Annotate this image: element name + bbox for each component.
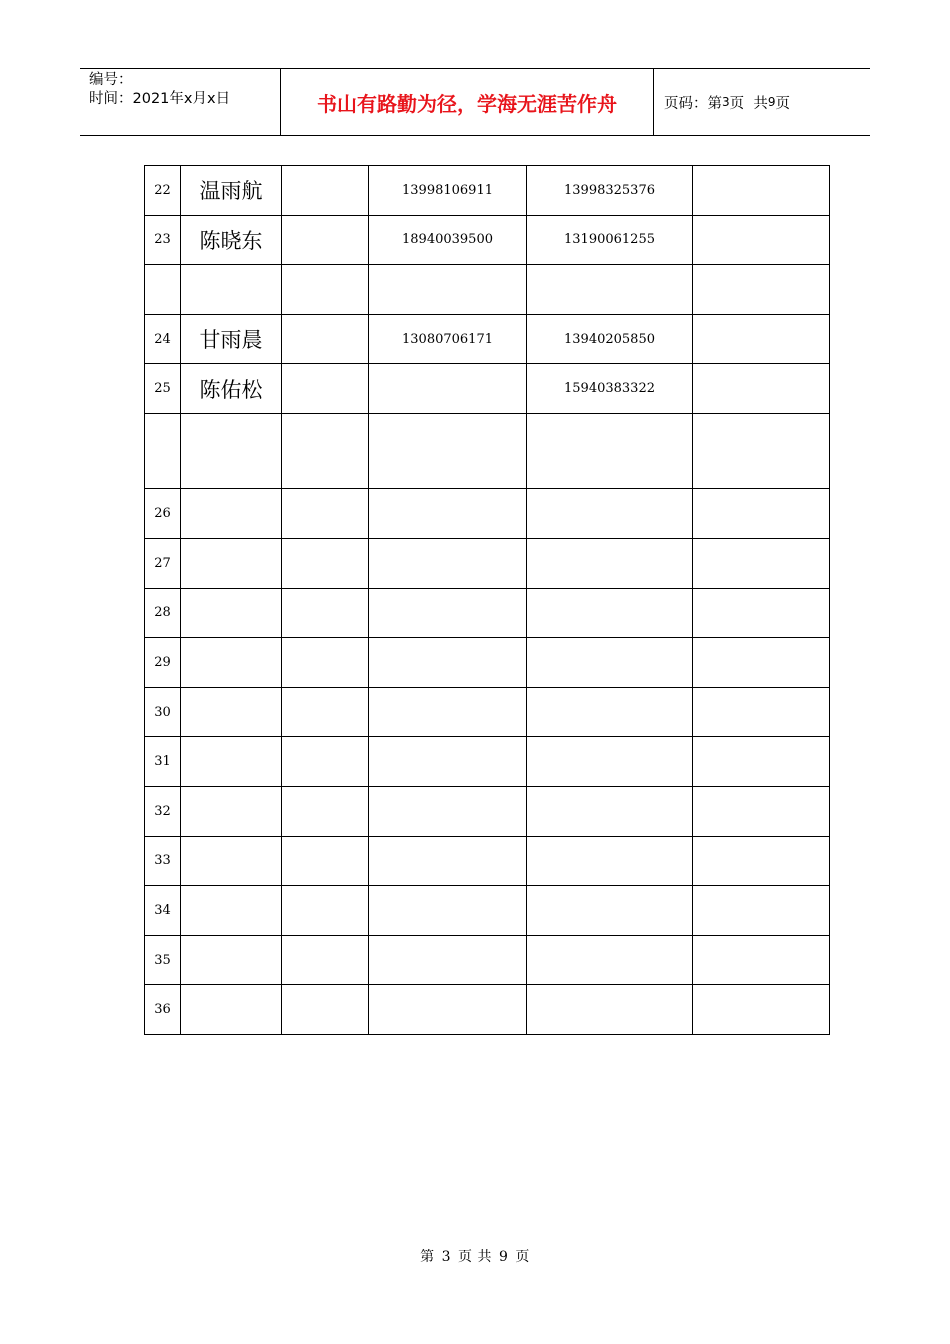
row-phone-2: 13190061255 <box>527 215 693 265</box>
row-name <box>181 836 282 886</box>
row-blank-cell <box>282 836 369 886</box>
table-row <box>145 314 830 364</box>
row-name <box>181 539 282 589</box>
row-name <box>181 687 282 737</box>
row-blank-cell <box>282 265 369 315</box>
row-number: 22 <box>145 166 181 216</box>
roster-body <box>145 166 830 1035</box>
row-phone-1 <box>369 836 527 886</box>
row-blank-cell <box>282 364 369 414</box>
row-note-cell <box>693 787 830 837</box>
table-row <box>145 588 830 638</box>
row-name <box>181 413 282 489</box>
row-phone-1 <box>369 737 527 787</box>
row-blank-cell <box>282 413 369 489</box>
row-blank-cell <box>282 985 369 1035</box>
row-note-cell <box>693 588 830 638</box>
row-name <box>181 886 282 936</box>
row-phone-2: 15940383322 <box>527 364 693 414</box>
table-row <box>145 364 830 414</box>
row-blank-cell <box>282 588 369 638</box>
serial-label: 编号： <box>89 72 133 88</box>
footer-current: 3 <box>441 1249 452 1265</box>
row-phone-1 <box>369 787 527 837</box>
row-note-cell <box>693 413 830 489</box>
row-phone-1 <box>369 935 527 985</box>
row-number <box>145 413 181 489</box>
row-blank-cell <box>282 539 369 589</box>
table-row <box>145 737 830 787</box>
row-phone-1 <box>369 588 527 638</box>
row-note-cell <box>693 638 830 688</box>
row-blank-cell <box>282 166 369 216</box>
row-note-cell <box>693 836 830 886</box>
row-note-cell <box>693 687 830 737</box>
footer-prefix: 第 <box>420 1249 435 1265</box>
date-label: 时间：2021年x月x日 <box>89 91 231 107</box>
page-suffix: 页 <box>775 95 790 112</box>
row-phone-2 <box>527 787 693 837</box>
row-number: 32 <box>145 787 181 837</box>
row-phone-1 <box>369 265 527 315</box>
row-note-cell <box>693 935 830 985</box>
row-phone-2 <box>527 413 693 489</box>
table-row <box>145 687 830 737</box>
row-number: 27 <box>145 539 181 589</box>
row-name <box>181 787 282 837</box>
table-row <box>145 985 830 1035</box>
row-phone-1: 13998106911 <box>369 166 527 216</box>
row-blank-cell <box>282 935 369 985</box>
row-number: 26 <box>145 489 181 539</box>
row-blank-cell <box>282 489 369 539</box>
row-note-cell <box>693 737 830 787</box>
row-name: 温雨航 <box>181 166 282 216</box>
row-phone-2 <box>527 737 693 787</box>
header-motto: 书山有路勤为径，学海无涯苦作舟 <box>281 69 654 135</box>
row-name <box>181 985 282 1035</box>
row-phone-1 <box>369 886 527 936</box>
row-phone-2 <box>527 687 693 737</box>
row-phone-1 <box>369 638 527 688</box>
row-name <box>181 935 282 985</box>
row-name: 陈佑松 <box>181 364 282 414</box>
row-number: 34 <box>145 886 181 936</box>
row-phone-2 <box>527 489 693 539</box>
row-name <box>181 737 282 787</box>
footer-total: 9 <box>498 1249 509 1265</box>
page-header <box>80 68 870 136</box>
table-row <box>145 413 830 489</box>
row-phone-2: 13940205850 <box>527 314 693 364</box>
row-number <box>145 265 181 315</box>
page-footer <box>0 1246 950 1266</box>
table-row <box>145 836 830 886</box>
row-phone-2 <box>527 265 693 315</box>
row-number: 30 <box>145 687 181 737</box>
row-blank-cell <box>282 886 369 936</box>
row-note-cell <box>693 489 830 539</box>
row-phone-2 <box>527 985 693 1035</box>
row-phone-1 <box>369 364 527 414</box>
row-number: 28 <box>145 588 181 638</box>
row-name: 甘雨晨 <box>181 314 282 364</box>
row-phone-2 <box>527 836 693 886</box>
row-note-cell <box>693 166 830 216</box>
row-blank-cell <box>282 638 369 688</box>
table-row <box>145 166 830 216</box>
header-page-number <box>654 69 870 135</box>
table-row <box>145 539 830 589</box>
row-note-cell <box>693 539 830 589</box>
row-name <box>181 638 282 688</box>
row-note-cell <box>693 985 830 1035</box>
row-number: 25 <box>145 364 181 414</box>
row-phone-2 <box>527 886 693 936</box>
row-number: 33 <box>145 836 181 886</box>
table-row <box>145 215 830 265</box>
table-row <box>145 935 830 985</box>
row-phone-1 <box>369 985 527 1035</box>
row-name <box>181 265 282 315</box>
table-row <box>145 489 830 539</box>
row-blank-cell <box>282 314 369 364</box>
row-phone-2 <box>527 539 693 589</box>
row-blank-cell <box>282 737 369 787</box>
row-phone-2: 13998325376 <box>527 166 693 216</box>
row-blank-cell <box>282 687 369 737</box>
row-number: 23 <box>145 215 181 265</box>
row-blank-cell <box>282 215 369 265</box>
header-meta <box>80 69 281 135</box>
row-name <box>181 588 282 638</box>
roster-table <box>144 165 830 1035</box>
row-blank-cell <box>282 787 369 837</box>
row-phone-2 <box>527 588 693 638</box>
table-row <box>145 886 830 936</box>
row-phone-2 <box>527 935 693 985</box>
page-prefix: 页码：第 <box>664 95 722 112</box>
row-phone-1: 13080706171 <box>369 314 527 364</box>
table-row <box>145 638 830 688</box>
row-number: 29 <box>145 638 181 688</box>
row-phone-1 <box>369 413 527 489</box>
row-phone-2 <box>527 638 693 688</box>
row-number: 24 <box>145 314 181 364</box>
page-current: 3 <box>722 95 730 109</box>
row-name <box>181 489 282 539</box>
row-note-cell <box>693 265 830 315</box>
row-note-cell <box>693 886 830 936</box>
row-note-cell <box>693 314 830 364</box>
row-phone-1: 18940039500 <box>369 215 527 265</box>
row-phone-1 <box>369 489 527 539</box>
row-phone-1 <box>369 687 527 737</box>
page-mid: 页 共 <box>729 95 768 112</box>
footer-mid: 页 共 <box>458 1249 492 1265</box>
row-number: 36 <box>145 985 181 1035</box>
table-row <box>145 787 830 837</box>
row-name: 陈晓东 <box>181 215 282 265</box>
footer-suffix: 页 <box>515 1249 530 1265</box>
row-phone-1 <box>369 539 527 589</box>
table-row <box>145 265 830 315</box>
row-note-cell <box>693 364 830 414</box>
row-note-cell <box>693 215 830 265</box>
row-number: 35 <box>145 935 181 985</box>
row-number: 31 <box>145 737 181 787</box>
page-total: 9 <box>767 95 776 109</box>
